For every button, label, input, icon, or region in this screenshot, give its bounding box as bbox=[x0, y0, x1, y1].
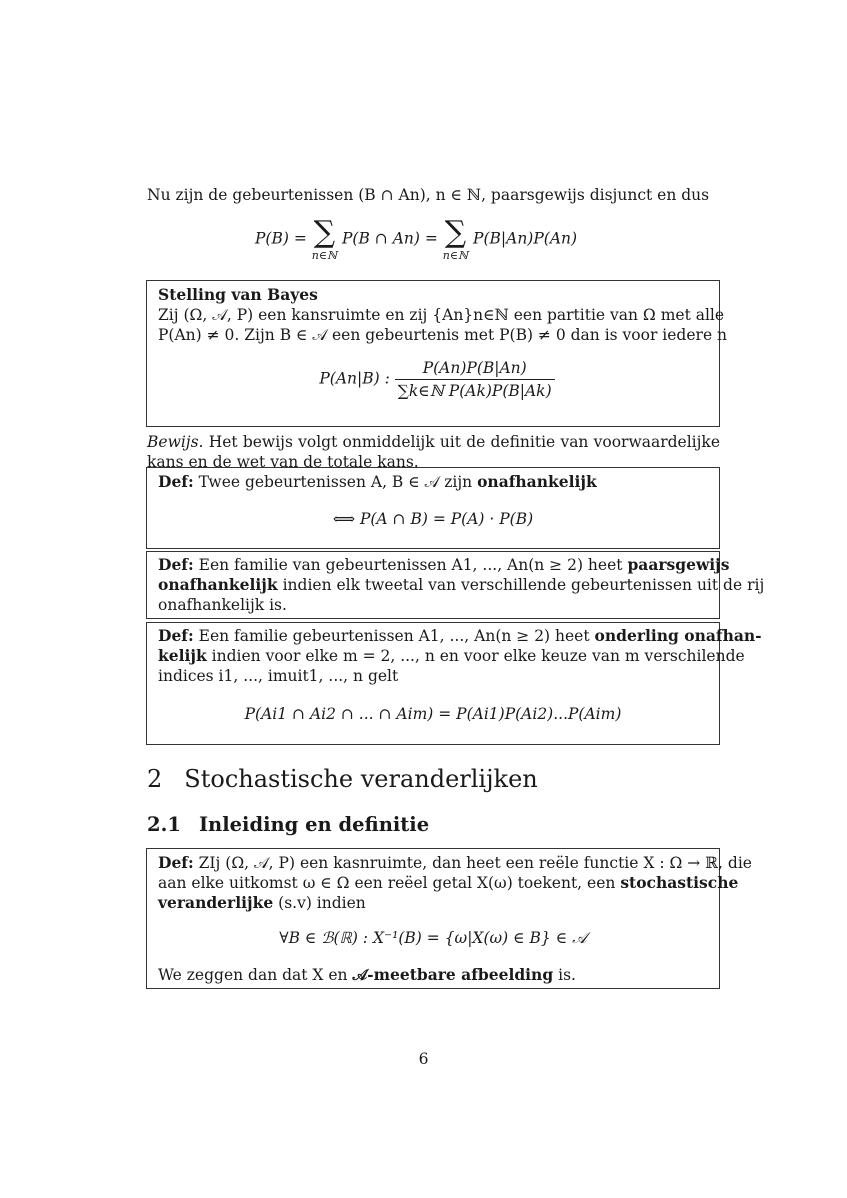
def-mutual-equation: P(Ai1 ∩ Ai2 ∩ ... ∩ Aim) = P(Ai1)P(Ai2)...P(Aim) bbox=[244, 705, 622, 723]
def-independence-box bbox=[146, 467, 720, 549]
total-probability-equation bbox=[255, 215, 595, 262]
bayes-fraction bbox=[395, 359, 555, 400]
def-rv-line3: veranderlijke (s.v) indien bbox=[158, 893, 366, 912]
section-heading: 2 Stochastische veranderlijken bbox=[147, 765, 538, 793]
bayes-theorem-box bbox=[146, 280, 728, 427]
def-mutual-line1: Def: Een familie gebeurtenissen A1, ..., An(n ≥ 2) heet onderling onafhan- bbox=[158, 626, 762, 645]
intro-text: Nu zijn de gebeurtenissen (B ∩ An), n ∈ ℕ, paarsgewijs disjunct en dus bbox=[147, 186, 710, 204]
proof-line1: Bewijs. Het bewijs volgt onmiddelijk uit de definitie van voorwaardelijke bbox=[147, 433, 720, 451]
bayes-equation bbox=[307, 359, 567, 400]
def-mutual-line2: kelijk indien voor elke m = 2, ..., n en voor elke keuze van m verschilende bbox=[158, 646, 745, 665]
def-independence-text: Def: Twee gebeurtenissen A, B ∈ 𝒜 zijn onafhankelijk bbox=[158, 472, 597, 491]
def-rv-line2: aan elke uitkomst ω ∈ Ω een reëel getal X(ω) toekent, een stochastische bbox=[158, 873, 739, 892]
def-pairwise-box bbox=[146, 551, 765, 619]
def-mutual-line3: indices i1, ..., imuit1, ..., n gelt bbox=[158, 667, 399, 685]
page-number: 6 bbox=[418, 1050, 429, 1068]
eq-lhs: P(B) = bbox=[255, 229, 307, 248]
subsection-heading: 2.1 Inleiding en definitie bbox=[147, 813, 430, 836]
def-pairwise-line1: Def: Een familie van gebeurtenissen A1, ..., An(n ≥ 2) heet paarsgewijs bbox=[158, 555, 730, 574]
sum-symbol-2: ∑ n∈ℕ bbox=[442, 215, 469, 262]
eq-sum2-body: P(B|An)P(An) bbox=[473, 229, 578, 248]
bayes-denominator: ∑k∈ℕ P(Ak)P(B|Ak) bbox=[397, 382, 552, 400]
def-random-variable-box bbox=[146, 848, 752, 989]
bayes-line2: P(An) ≠ 0. Zijn B ∈ 𝒜 een gebeurtenis met P(B) ≠ 0 dan is voor iedere n bbox=[158, 326, 728, 344]
eq-sum1-body: P(B ∩ An) = bbox=[342, 229, 438, 248]
bayes-lhs: P(An|B) : bbox=[319, 369, 390, 388]
def-rv-line4: We zeggen dan dat X en 𝒜-meetbare afbeelding is. bbox=[158, 965, 576, 984]
bayes-line1: Zij (Ω, 𝒜, P) een kansruimte en zij {An}n∈ℕ een partitie van Ω met alle bbox=[158, 306, 725, 324]
sum-symbol-1: ∑ n∈ℕ bbox=[311, 215, 338, 262]
def-independence-equation: ⟺ P(A ∩ B) = P(A) · P(B) bbox=[332, 510, 534, 528]
def-pairwise-line2: onafhankelijk indien elk tweetal van verschillende gebeurtenissen uit de rij bbox=[158, 575, 765, 594]
def-rv-line1: Def: ZIj (Ω, 𝒜, P) een kasnruimte, dan heet een reële functie X : Ω → ℝ, die bbox=[158, 853, 752, 872]
bayes-title: Stelling van Bayes bbox=[158, 285, 318, 304]
def-rv-equation: ∀B ∈ ℬ(ℝ) : X⁻¹(B) = {ω|X(ω) ∈ B} ∈ 𝒜 bbox=[279, 929, 587, 947]
bayes-numerator: P(An)P(B|An) bbox=[395, 359, 555, 380]
def-pairwise-line3: onafhankelijk is. bbox=[158, 596, 287, 614]
def-mutual-box bbox=[146, 622, 762, 745]
proof-line2: kans en de wet van de totale kans. bbox=[147, 453, 419, 471]
